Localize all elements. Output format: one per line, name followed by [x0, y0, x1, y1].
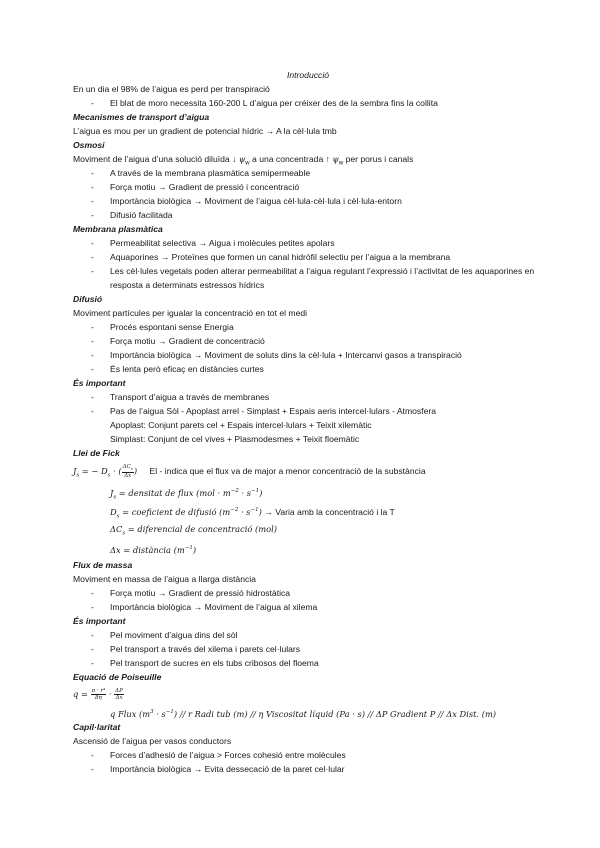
list-item: - Pel transport a través del xilema i parets cel·lulars	[73, 642, 543, 656]
list-item: - Importància biològica → Moviment de soluts dins la cèl·lula + Intercanvi gasos a transpiració	[73, 348, 543, 362]
list-item: - És lenta però eficaç en distàncies curtes	[73, 362, 543, 376]
list-item: - Permeabilitat selectiva → Aigua i molècules petites apolars	[73, 236, 543, 250]
section-heading-membrana: Membrana plasmàtica	[73, 224, 163, 234]
list-item: - Aquaporines → Proteïnes que formen un canal hidròfil selectiu per l’aigua a la membrana	[73, 250, 543, 264]
definition-symbol: ΔC	[110, 524, 123, 534]
numerator-text: ΔC	[122, 464, 131, 471]
formula-text: · (	[110, 466, 122, 476]
capil-line: Ascensió de l’aigua per vasos conductors	[73, 736, 232, 746]
section-heading-important: És important	[73, 616, 126, 626]
list-item: - Difusió facilitada	[73, 208, 543, 222]
capil-list	[73, 748, 543, 776]
section-heading-difusio: Difusió	[73, 294, 103, 304]
apoplast-definition: Apoplast: Conjunt parets cel + Espais intercel·lulars + Teixit xilemàtic	[110, 420, 372, 430]
list-item: - Les cèl·lules vegetals poden alterar permeabilitat a l’aigua regulant l’expressió i l’activitat de les aquaporines en resposta a determinats estressos hídrics	[73, 264, 543, 292]
poiseuille-fraction	[114, 688, 124, 701]
definition-subscript: s	[113, 494, 117, 501]
difusio-line: Moviment partícules per igualar la concentració en tot el medi	[73, 308, 308, 318]
poiseuille-fraction	[91, 688, 107, 701]
formula-text: q =	[73, 689, 91, 699]
definition-subscript: s	[122, 530, 126, 537]
section-heading-fick: Llei de Fick	[73, 448, 120, 458]
fick-definition	[73, 539, 543, 558]
membrana-list	[73, 236, 543, 292]
list-item: - Força motiu → Gradient de pressió hidrostàtica	[73, 586, 543, 600]
definition-text: = densitat de flux (mol · m	[116, 487, 231, 498]
document-page	[73, 70, 543, 776]
page-title: Introducció	[286, 70, 330, 80]
osmosi-line-b: a una concentrada ↑	[252, 154, 330, 164]
legend-superscript: 3	[150, 709, 154, 715]
formula-subscript: s	[107, 472, 111, 479]
psi-symbol: ψ	[332, 154, 339, 164]
section-heading-flux-massa: Flux de massa	[73, 560, 133, 570]
definition-superscript: −1	[250, 507, 259, 513]
legend-text: ) // r Radi tub (m) // η Viscositat líquid (Pa · s) // ΔP Gradient P // Δx Dist. (m)	[173, 708, 497, 719]
definition-text: )	[259, 487, 263, 498]
section-heading-important: És important	[73, 378, 126, 388]
definition-superscript: −2	[230, 507, 239, 513]
list-item: - Transport d’aigua a través de membranes	[73, 390, 543, 404]
list-item: - A través de la membrana plasmàtica semipermeable	[73, 166, 543, 180]
flux-massa-line: Moviment en massa de l’aigua a llarga distància	[73, 574, 256, 584]
fick-definition	[73, 482, 543, 501]
definition-superscript: −1	[184, 545, 193, 551]
definition-superscript: −2	[230, 488, 239, 494]
list-item: - Importància biològica → Evita dessecació de la paret cel·lular	[73, 762, 543, 776]
fick-definition	[73, 520, 543, 539]
fick-formula	[73, 460, 543, 482]
legend-text: q Flux (m	[110, 708, 151, 719]
difusio-list	[73, 320, 543, 376]
osmosi-line	[73, 152, 543, 166]
fraction-numerator: π · r⁴	[91, 688, 106, 695]
intro-line: En un dia el 98% de l’aigua es perd per transpiració	[73, 84, 270, 94]
list-item: - Pel transport de sucres en els tubs cribosos del floema	[73, 656, 543, 670]
definition-text: · s	[238, 487, 251, 498]
formula-symbol: J	[73, 466, 77, 476]
osmosi-list	[73, 166, 543, 222]
list-item: - Importància biològica → Moviment de l’aigua cèl·lula-cèl·lula i cèl·lula-entorn	[73, 194, 543, 208]
list-item: - Pas de l’aigua Sòl - Apoplast arrel - Simplast + Espais aeris intercel·lulars - Atmosfera	[73, 404, 543, 418]
list-item: - Força motiu → Gradient de pressió i concentració	[73, 180, 543, 194]
list-item: - Pel moviment d’aigua dins del sòl	[73, 628, 543, 642]
list-item: - Forces d’adhesió de l’aigua > Forces cohesió entre molècules	[73, 748, 543, 762]
list-item: - El blat de moro necessita 160-200 L d’aigua per créixer des de la sembra fins la collita	[73, 96, 543, 110]
fick-comment: El - indica que el flux va de major a menor concentració de la substància	[149, 466, 426, 476]
legend-text: · s	[153, 708, 166, 719]
fick-fraction	[122, 464, 134, 479]
fraction-numerator	[122, 464, 134, 473]
fraction-denominator: Δx	[124, 473, 132, 480]
definition-symbol: J	[110, 487, 114, 498]
formula-text: )	[133, 466, 138, 476]
psi-subscript: w	[245, 160, 250, 167]
simplast-definition: Simplast: Conjunt de cel vives + Plasmodesmes + Teixit floemàtic	[110, 434, 360, 444]
important-list	[73, 390, 543, 418]
fraction-numerator: ΔP	[115, 688, 123, 695]
definition-text: )	[192, 544, 197, 555]
section-heading-capil: Capil·laritat	[73, 722, 121, 732]
psi-symbol: ψ	[238, 154, 246, 164]
fraction-denominator: Δx	[115, 695, 123, 702]
poiseuille-formula	[73, 684, 543, 704]
intro-list	[73, 96, 543, 110]
legend-superscript: −1	[165, 709, 174, 715]
definition-note: → Varia amb la concentració i la T	[261, 506, 395, 517]
definition-symbol: Δx	[110, 544, 121, 555]
definition-subscript: s	[116, 513, 120, 520]
section-heading-mecanismes: Mecanismes de transport d’aigua	[73, 112, 210, 122]
numerator-subscript: s	[130, 466, 133, 472]
psi-subscript: w	[338, 160, 344, 167]
mecanismes-line: L’aigua es mou per un gradient de potencial hídric → A la cèl·lula tmb	[73, 126, 337, 136]
definition-text: = diferencial de concentració (mol)	[125, 524, 278, 534]
section-heading-poiseuille: Equació de Poiseuille	[73, 672, 162, 682]
formula-text: = − D	[79, 466, 108, 476]
list-item: - Procés espontani sense Energia	[73, 320, 543, 334]
flux-massa-list	[73, 586, 543, 614]
definition-symbol: D	[110, 506, 117, 517]
poiseuille-legend	[73, 704, 543, 720]
osmosi-line-c: per porus i canals	[345, 154, 414, 164]
list-item: - Força motiu → Gradient de concentració	[73, 334, 543, 348]
important-list	[73, 628, 543, 670]
definition-text: · s	[238, 506, 251, 517]
definition-text: = coeficient de difusió (m	[119, 506, 231, 517]
definition-superscript: −1	[250, 488, 260, 494]
list-item: - Importància biològica → Moviment de l’aigua al xilema	[73, 600, 543, 614]
fraction-denominator: 8η	[95, 695, 102, 702]
fick-definition	[73, 501, 543, 520]
definition-text: )	[258, 506, 262, 517]
formula-subscript: s	[76, 472, 80, 479]
osmosi-line-a: Moviment de l’aigua d’una solució diluïda ↓	[73, 154, 237, 164]
formula-text: ·	[106, 689, 115, 699]
definition-text: = distància (m	[120, 544, 185, 555]
section-heading-osmosi: Osmosi	[73, 140, 105, 150]
